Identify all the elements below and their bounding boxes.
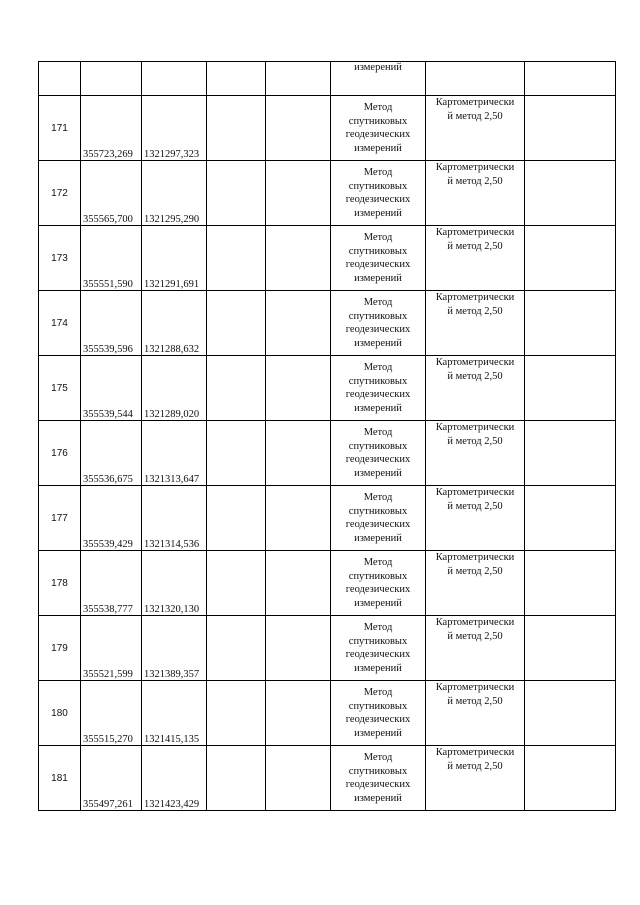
empty-cell <box>525 356 616 421</box>
empty-cell <box>525 681 616 746</box>
coordinate-y: 1321415,135 <box>142 681 207 746</box>
empty-cell <box>266 421 331 486</box>
table-row <box>39 96 616 161</box>
coordinate-x: 355565,700 <box>81 161 142 226</box>
table-row <box>39 226 616 291</box>
method-line: измерений <box>354 597 402 609</box>
accuracy-cell <box>426 681 525 746</box>
table-row <box>39 291 616 356</box>
empty-cell <box>207 616 266 681</box>
method-line: спутниковых <box>348 115 408 127</box>
coordinate-y: 1321320,130 <box>142 551 207 616</box>
method-line: измерений <box>354 792 402 804</box>
empty-cell <box>39 62 81 96</box>
method-line: геодезических <box>345 129 411 140</box>
coordinate-x: 355497,261 <box>81 746 142 811</box>
empty-cell <box>207 746 266 811</box>
method-line: спутниковых <box>348 765 408 777</box>
coordinate-y: 1321291,691 <box>142 226 207 291</box>
empty-cell <box>266 96 331 161</box>
method-line: геодезических <box>345 649 411 660</box>
method-line: спутниковых <box>348 700 408 712</box>
empty-cell <box>525 291 616 356</box>
coordinate-x: 355539,596 <box>81 291 142 356</box>
empty-cell <box>207 681 266 746</box>
coordinates-table <box>38 61 616 811</box>
empty-cell <box>266 551 331 616</box>
accuracy-cell <box>426 161 525 226</box>
method-line: Метод <box>363 687 393 698</box>
method-line: геодезических <box>345 324 411 335</box>
empty-cell <box>266 356 331 421</box>
table-row <box>39 161 616 226</box>
method-line: измерений <box>354 402 402 414</box>
method-line: Метод <box>363 102 393 113</box>
accuracy-cell <box>426 421 525 486</box>
accuracy-cell <box>426 486 525 551</box>
accuracy-line: Картометрически <box>435 617 515 628</box>
point-number: 171 <box>39 96 81 161</box>
empty-cell <box>207 96 266 161</box>
method-cell <box>331 421 426 486</box>
accuracy-line: й метод 2,50 <box>447 371 503 382</box>
accuracy-cell <box>426 291 525 356</box>
point-number: 180 <box>39 681 81 746</box>
method-line: Метод <box>363 557 393 568</box>
accuracy-line: й метод 2,50 <box>447 306 503 317</box>
method-line: геодезических <box>345 714 411 725</box>
empty-cell <box>525 226 616 291</box>
coordinate-x: 355723,269 <box>81 96 142 161</box>
method-line: спутниковых <box>348 180 408 192</box>
method-cell-tail: измерений <box>331 62 426 96</box>
empty-cell <box>525 551 616 616</box>
method-line: Метод <box>363 492 393 503</box>
accuracy-line: й метод 2,50 <box>447 696 503 707</box>
coordinate-y: 1321295,290 <box>142 161 207 226</box>
empty-cell <box>525 96 616 161</box>
accuracy-cell <box>426 96 525 161</box>
accuracy-line: Картометрически <box>435 747 515 758</box>
accuracy-line: Картометрически <box>435 227 515 238</box>
coordinate-y: 1321297,323 <box>142 96 207 161</box>
accuracy-line: й метод 2,50 <box>447 631 503 642</box>
coordinate-y: 1321314,536 <box>142 486 207 551</box>
method-line: геодезических <box>345 584 411 595</box>
continued-header-row <box>39 62 616 96</box>
accuracy-line: Картометрически <box>435 682 515 693</box>
point-number: 172 <box>39 161 81 226</box>
empty-cell <box>207 161 266 226</box>
method-line: спутниковых <box>348 635 408 647</box>
accuracy-line: й метод 2,50 <box>447 501 503 512</box>
empty-cell <box>207 421 266 486</box>
method-line: измерений <box>354 207 402 219</box>
method-line: Метод <box>363 427 393 438</box>
coordinate-x: 355539,544 <box>81 356 142 421</box>
method-line: геодезических <box>345 389 411 400</box>
table-row <box>39 356 616 421</box>
method-cell <box>331 616 426 681</box>
method-line: спутниковых <box>348 505 408 517</box>
method-line: Метод <box>363 362 393 373</box>
empty-cell <box>207 62 266 96</box>
method-line: измерений <box>354 727 402 739</box>
accuracy-line: Картометрически <box>435 552 515 563</box>
accuracy-cell <box>426 226 525 291</box>
point-number: 179 <box>39 616 81 681</box>
empty-cell <box>207 356 266 421</box>
empty-cell <box>266 291 331 356</box>
method-line: измерений <box>354 272 402 284</box>
accuracy-line: Картометрически <box>435 422 515 433</box>
coordinate-x: 355515,270 <box>81 681 142 746</box>
method-line: Метод <box>363 622 393 633</box>
table-body <box>39 62 616 811</box>
method-line: Метод <box>363 232 393 243</box>
empty-cell <box>266 746 331 811</box>
method-cell <box>331 161 426 226</box>
table-row <box>39 421 616 486</box>
method-cell <box>331 356 426 421</box>
point-number: 181 <box>39 746 81 811</box>
accuracy-line: й метод 2,50 <box>447 111 503 122</box>
empty-cell <box>81 62 142 96</box>
method-line: измерений <box>354 142 402 154</box>
method-line: геодезических <box>345 259 411 270</box>
coordinate-y: 1321389,357 <box>142 616 207 681</box>
accuracy-line: й метод 2,50 <box>447 761 503 772</box>
point-number: 174 <box>39 291 81 356</box>
coordinate-x: 355536,675 <box>81 421 142 486</box>
method-line: спутниковых <box>348 375 408 387</box>
method-line: измерений <box>354 532 402 544</box>
point-number: 173 <box>39 226 81 291</box>
method-line: спутниковых <box>348 440 408 452</box>
method-line: геодезических <box>345 454 411 465</box>
empty-cell <box>266 62 331 96</box>
method-line: Метод <box>363 297 393 308</box>
method-line: спутниковых <box>348 570 408 582</box>
table-row <box>39 486 616 551</box>
empty-cell <box>525 421 616 486</box>
empty-cell <box>525 161 616 226</box>
accuracy-line: й метод 2,50 <box>447 436 503 447</box>
empty-cell <box>207 551 266 616</box>
accuracy-cell <box>426 616 525 681</box>
empty-cell <box>207 291 266 356</box>
empty-cell <box>426 62 525 96</box>
empty-cell <box>266 226 331 291</box>
point-number: 176 <box>39 421 81 486</box>
coordinate-y: 1321313,647 <box>142 421 207 486</box>
coordinate-y: 1321289,020 <box>142 356 207 421</box>
coordinate-y: 1321423,429 <box>142 746 207 811</box>
empty-cell <box>525 62 616 96</box>
method-line: геодезических <box>345 779 411 790</box>
point-number: 175 <box>39 356 81 421</box>
accuracy-line: Картометрически <box>435 97 515 108</box>
method-cell <box>331 226 426 291</box>
empty-cell <box>525 616 616 681</box>
accuracy-cell <box>426 746 525 811</box>
method-cell <box>331 486 426 551</box>
method-cell <box>331 746 426 811</box>
method-line: Метод <box>363 167 393 178</box>
empty-cell <box>525 746 616 811</box>
method-line: геодезических <box>345 194 411 205</box>
empty-cell <box>525 486 616 551</box>
method-line: измерений <box>354 662 402 674</box>
coordinate-x: 355521,599 <box>81 616 142 681</box>
empty-cell <box>207 486 266 551</box>
accuracy-cell <box>426 356 525 421</box>
empty-cell <box>266 616 331 681</box>
empty-cell <box>207 226 266 291</box>
accuracy-line: й метод 2,50 <box>447 176 503 187</box>
empty-cell <box>266 486 331 551</box>
coordinate-x: 355538,777 <box>81 551 142 616</box>
method-cell <box>331 96 426 161</box>
point-number: 177 <box>39 486 81 551</box>
accuracy-line: й метод 2,50 <box>447 566 503 577</box>
method-cell <box>331 551 426 616</box>
method-line: геодезических <box>345 519 411 530</box>
accuracy-line: Картометрически <box>435 357 515 368</box>
method-line: спутниковых <box>348 245 408 257</box>
point-number: 178 <box>39 551 81 616</box>
empty-cell <box>266 681 331 746</box>
coordinate-y: 1321288,632 <box>142 291 207 356</box>
table-row <box>39 616 616 681</box>
accuracy-line: й метод 2,50 <box>447 241 503 252</box>
table-row <box>39 746 616 811</box>
method-line: спутниковых <box>348 310 408 322</box>
method-cell <box>331 291 426 356</box>
accuracy-line: Картометрически <box>435 487 515 498</box>
method-cell <box>331 681 426 746</box>
table-row <box>39 681 616 746</box>
table-row <box>39 551 616 616</box>
method-line: измерений <box>354 467 402 479</box>
method-line: измерений <box>354 337 402 349</box>
empty-cell <box>266 161 331 226</box>
coordinate-x: 355539,429 <box>81 486 142 551</box>
method-line: Метод <box>363 752 393 763</box>
accuracy-line: Картометрически <box>435 162 515 173</box>
coordinate-x: 355551,590 <box>81 226 142 291</box>
accuracy-cell <box>426 551 525 616</box>
accuracy-line: Картометрически <box>435 292 515 303</box>
empty-cell <box>142 62 207 96</box>
